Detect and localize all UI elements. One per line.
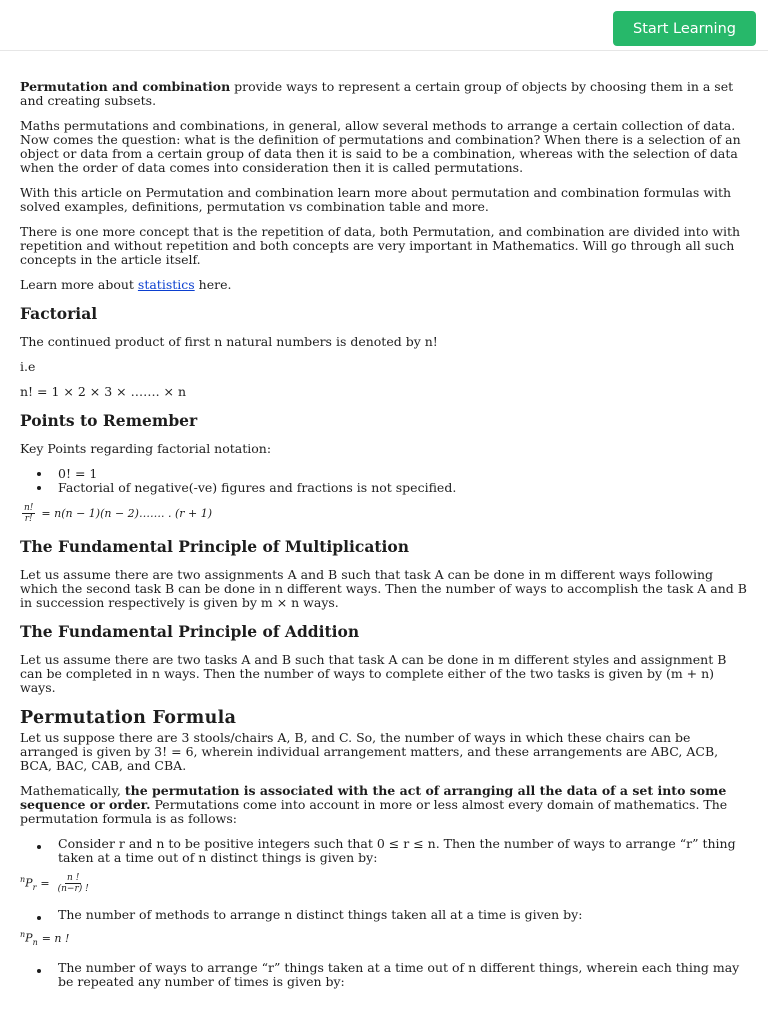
list-item-text: 0! = 1 xyxy=(58,466,98,481)
fraction-numerator: n! xyxy=(24,503,34,513)
bullet-dot xyxy=(37,845,41,849)
intro-paragraph-4: There is one more concept that is the repetition of data, both Permutation, and combination are divided into with repetition and without repetition and both concepts are very important in Mathematics. Will go through all such concepts in the article itself. xyxy=(20,224,741,267)
top-bar xyxy=(0,0,768,51)
list-item-text: The number of methods to arrange n distinct things taken all at a time is given by: xyxy=(58,907,583,922)
fraction xyxy=(56,873,91,894)
learn-more-prefix: Learn more about xyxy=(20,277,138,292)
permutation-list-1 xyxy=(20,837,750,865)
bullet-dot xyxy=(37,486,41,490)
factorial-paragraph-2: i.e xyxy=(20,359,36,374)
learn-more-suffix: here. xyxy=(194,277,232,292)
factorial-ratio-formula xyxy=(20,503,750,524)
points-paragraph: Key Points regarding factorial notation: xyxy=(20,441,272,456)
intro-text: provide ways to represent a certain group of objects by choosing them in a set and creating subsets. xyxy=(20,79,734,108)
npn-formula xyxy=(20,930,750,947)
statistics-link[interactable]: statistics xyxy=(137,277,195,292)
permutation-list-3 xyxy=(20,961,750,989)
permutation-list-2 xyxy=(20,908,750,922)
factorial-formula: n! = 1 × 2 × 3 × ……. × n xyxy=(20,384,187,399)
list-item-text: Consider r and n to be positive integers such that 0 ≤ r ≤ n. Then the number of ways to arrange “r” thing taken at a time out of n distinct things is given by: xyxy=(58,836,736,865)
intro-paragraph-2: Maths permutations and combinations, in general, allow several methods to arrange a certain collection of data. Now comes the question: what is the definition of permutations and combination? When there is a selection of an object or data from a certain group of data then it is said to be a combination, whereas with the selection of data when the order of data comes into consideration then it is called permutations. xyxy=(20,118,741,175)
intro-paragraph-3: With this article on Permutation and combination learn more about permutation and combination formulas with solved examples, definitions, permutation vs combination table and more. xyxy=(20,185,732,214)
multiplication-heading: The Fundamental Principle of Multiplication xyxy=(20,537,410,556)
formula-superscript: n xyxy=(20,875,26,885)
list-item xyxy=(58,467,750,481)
permutation-heading: Permutation Formula xyxy=(20,708,237,728)
factorial-heading: Factorial xyxy=(20,304,98,323)
list-item xyxy=(58,961,750,989)
start-learning-button[interactable]: Start Learning xyxy=(613,11,756,46)
bullet-dot xyxy=(37,916,41,920)
npr-formula xyxy=(20,873,750,894)
addition-heading: The Fundamental Principle of Addition xyxy=(20,622,360,641)
permutation-paragraph-2 xyxy=(20,784,750,826)
formula-base: P xyxy=(25,931,33,945)
permutation-definition: the permutation is associated with the act of arranging all the data of a set into some sequence or order. xyxy=(20,783,727,812)
list-item xyxy=(58,837,750,865)
formula-subscript: r xyxy=(32,882,37,892)
formula-base: P xyxy=(25,876,33,890)
points-list xyxy=(20,467,750,495)
intro-paragraph-1 xyxy=(20,80,750,108)
permutation-prefix: Mathematically, xyxy=(20,783,125,798)
bullet-dot xyxy=(37,969,41,973)
bullet-dot xyxy=(37,472,41,476)
fraction xyxy=(22,503,35,524)
formula-subscript: n xyxy=(32,937,38,947)
formula-superscript: n xyxy=(20,930,26,939)
multiplication-paragraph: Let us assume there are two assignments A and B such that task A can be done in m different ways following which the second task B can be done in n different ways. Then the number of ways to accomplish the task A and B in succession respectively is given by m × n ways. xyxy=(20,567,747,610)
learn-more-paragraph xyxy=(20,278,750,292)
list-item xyxy=(58,481,750,495)
formula-result: = n ! xyxy=(41,931,70,945)
points-heading: Points to Remember xyxy=(20,411,198,430)
article-content xyxy=(20,80,750,997)
fraction-denominator: (n−r) ! xyxy=(57,884,89,894)
formula-equals: = xyxy=(40,877,50,890)
permutation-suffix: Permutations come into account in more or less almost every domain of mathematics. The permutation formula is as follows: xyxy=(20,797,728,826)
permutation-paragraph-1: Let us suppose there are 3 stools/chairs A, B, and C. So, the number of ways in which these chairs can be arranged is given by 3! = 6, wherein individual arrangement matters, and these arrangements are ABC, ACB, BCA, BAC, CAB, and CBA. xyxy=(20,730,719,773)
fraction-numerator: n ! xyxy=(67,873,80,883)
fraction-denominator: r! xyxy=(24,514,33,524)
list-item-text: The number of ways to arrange “r” things taken at a time out of n different things, wherein each thing may be repeated any number of times is given by: xyxy=(58,959,740,989)
factorial-paragraph-1: The continued product of first n natural numbers is denoted by n! xyxy=(20,334,438,349)
list-item xyxy=(58,908,750,922)
list-item-text: Factorial of negative(-ve) figures and fractions is not specified. xyxy=(58,480,457,495)
intro-bold-term: Permutation and combination xyxy=(20,79,231,94)
formula-expansion: = n(n − 1)(n − 2)……. . (r + 1) xyxy=(41,507,213,520)
addition-paragraph: Let us assume there are two tasks A and B such that task A can be done in m different styles and assignment B can be completed in n ways. Then the number of ways to complete either of the two tasks is given by (m + n) ways. xyxy=(20,652,727,695)
